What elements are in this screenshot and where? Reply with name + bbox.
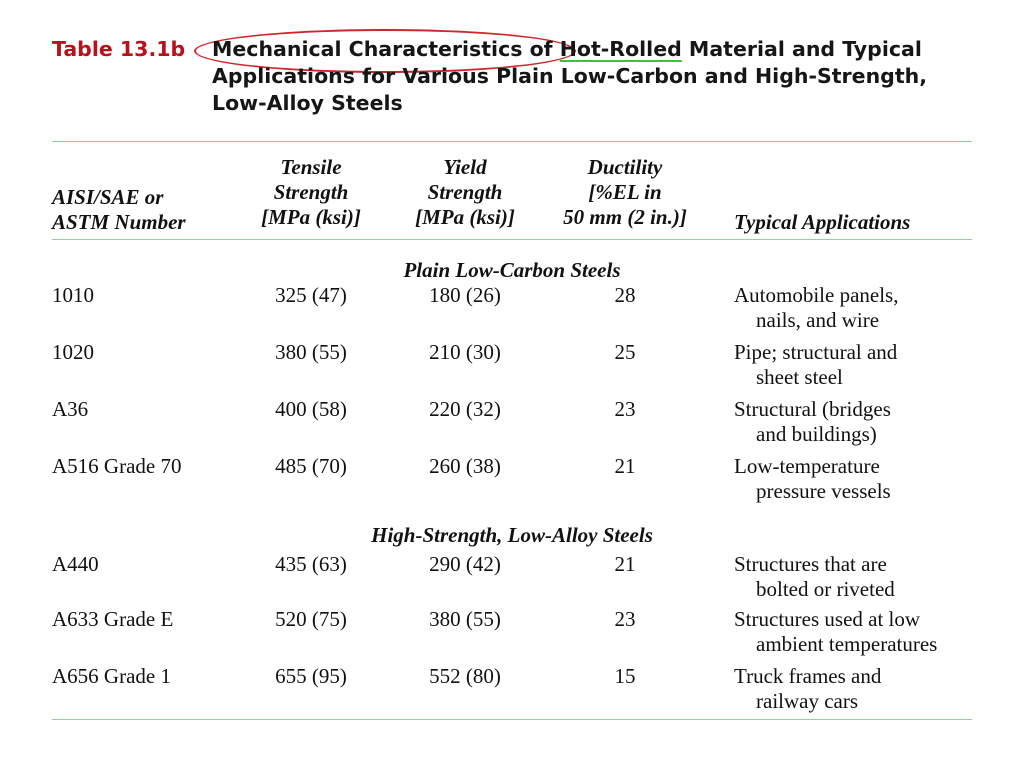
cell-application — [734, 607, 937, 657]
title-line-1 — [212, 36, 992, 63]
cell-number: 1020 — [52, 340, 94, 364]
application-line: and buildings) — [756, 422, 877, 446]
header-ductility-line: Ductility — [587, 155, 663, 179]
title-line-2: Applications for Various Plain Low-Carbon and High-Strength, — [212, 64, 928, 88]
header-yield-line: Yield — [443, 155, 487, 179]
section-title: High-Strength, Low-Alloy Steels — [371, 523, 653, 547]
title-line-3: Low-Alloy Steels — [212, 91, 403, 115]
application-line: Low-temperature — [734, 454, 880, 478]
cell-tensile: 435 (63) — [275, 552, 347, 576]
cell-tensile: 485 (70) — [275, 454, 347, 478]
header-tensile-line: [MPa (ksi)] — [261, 205, 361, 229]
cell-number: A440 — [52, 552, 99, 576]
bottom-rule — [52, 719, 972, 720]
application-line: railway cars — [756, 689, 859, 713]
circled-phrase: Mechanical Characteristics — [212, 37, 523, 61]
application-line: bolted or riveted — [756, 577, 895, 601]
cell-tensile: 655 (95) — [275, 664, 347, 688]
application-line: ambient temperatures — [756, 632, 938, 656]
header-yield — [390, 155, 540, 230]
header-ductility-line: 50 mm (2 in.)] — [563, 205, 687, 229]
header-number-line: AISI/SAE or — [52, 185, 164, 209]
cell-yield: 220 (32) — [429, 397, 501, 421]
cell-yield: 210 (30) — [429, 340, 501, 364]
application-line: Structural (bridges — [734, 397, 891, 421]
application-line: sheet steel — [756, 365, 843, 389]
header-yield-line: [MPa (ksi)] — [415, 205, 515, 229]
cell-application — [734, 664, 881, 714]
application-line: Pipe; structural and — [734, 340, 898, 364]
cell-number: A516 Grade 70 — [52, 454, 182, 478]
cell-number: 1010 — [52, 283, 94, 307]
application-line: Truck frames and — [734, 664, 882, 688]
application-line: nails, and wire — [756, 308, 880, 332]
cell-tensile: 380 (55) — [275, 340, 347, 364]
cell-ductility: 23 — [614, 607, 636, 631]
cell-number: A656 Grade 1 — [52, 664, 171, 688]
header-rule — [52, 239, 972, 240]
cell-yield: 260 (38) — [429, 454, 501, 478]
title-line-1-mid: of — [522, 37, 560, 61]
header-tensile-line: Strength — [273, 180, 349, 204]
cell-application — [734, 454, 891, 504]
header-applications-line: Typical Applications — [734, 210, 911, 234]
application-line: pressure vessels — [756, 479, 891, 503]
header-yield-line: Strength — [427, 180, 503, 204]
cell-ductility: 28 — [614, 283, 636, 307]
cell-ductility: 15 — [614, 664, 636, 688]
cell-application — [734, 283, 898, 333]
cell-ductility: 21 — [614, 454, 636, 478]
underlined-phrase: Hot-Rolled — [559, 37, 682, 61]
header-tensile — [236, 155, 386, 230]
cell-ductility: 21 — [614, 552, 636, 576]
top-rule — [52, 141, 972, 142]
header-tensile-line: Tensile — [280, 155, 342, 179]
cell-yield: 380 (55) — [429, 607, 501, 631]
cell-number: A633 Grade E — [52, 607, 174, 631]
cell-yield: 552 (80) — [429, 664, 501, 688]
header-applications — [734, 210, 910, 235]
cell-ductility: 23 — [614, 397, 636, 421]
cell-application — [734, 552, 895, 602]
title-line-1-end: Material and Typical — [681, 37, 922, 61]
cell-yield: 290 (42) — [429, 552, 501, 576]
table-number: Table 13.1b — [52, 37, 186, 61]
cell-tensile: 520 (75) — [275, 607, 347, 631]
cell-number: A36 — [52, 397, 89, 421]
cell-yield: 180 (26) — [429, 283, 501, 307]
cell-tensile: 325 (47) — [275, 283, 347, 307]
cell-tensile: 400 (58) — [275, 397, 347, 421]
application-line: Structures used at low — [734, 607, 921, 631]
cell-application — [734, 397, 891, 447]
header-ductility-line: [%EL in — [588, 180, 662, 204]
section-title: Plain Low-Carbon Steels — [403, 258, 621, 282]
cell-application — [734, 340, 897, 390]
header-number — [52, 185, 186, 235]
cell-ductility: 25 — [614, 340, 636, 364]
header-number-line: ASTM Number — [52, 210, 186, 234]
application-line: Automobile panels, — [734, 283, 899, 307]
application-line: Structures that are — [734, 552, 887, 576]
table-title — [212, 36, 992, 117]
header-ductility — [540, 155, 710, 230]
